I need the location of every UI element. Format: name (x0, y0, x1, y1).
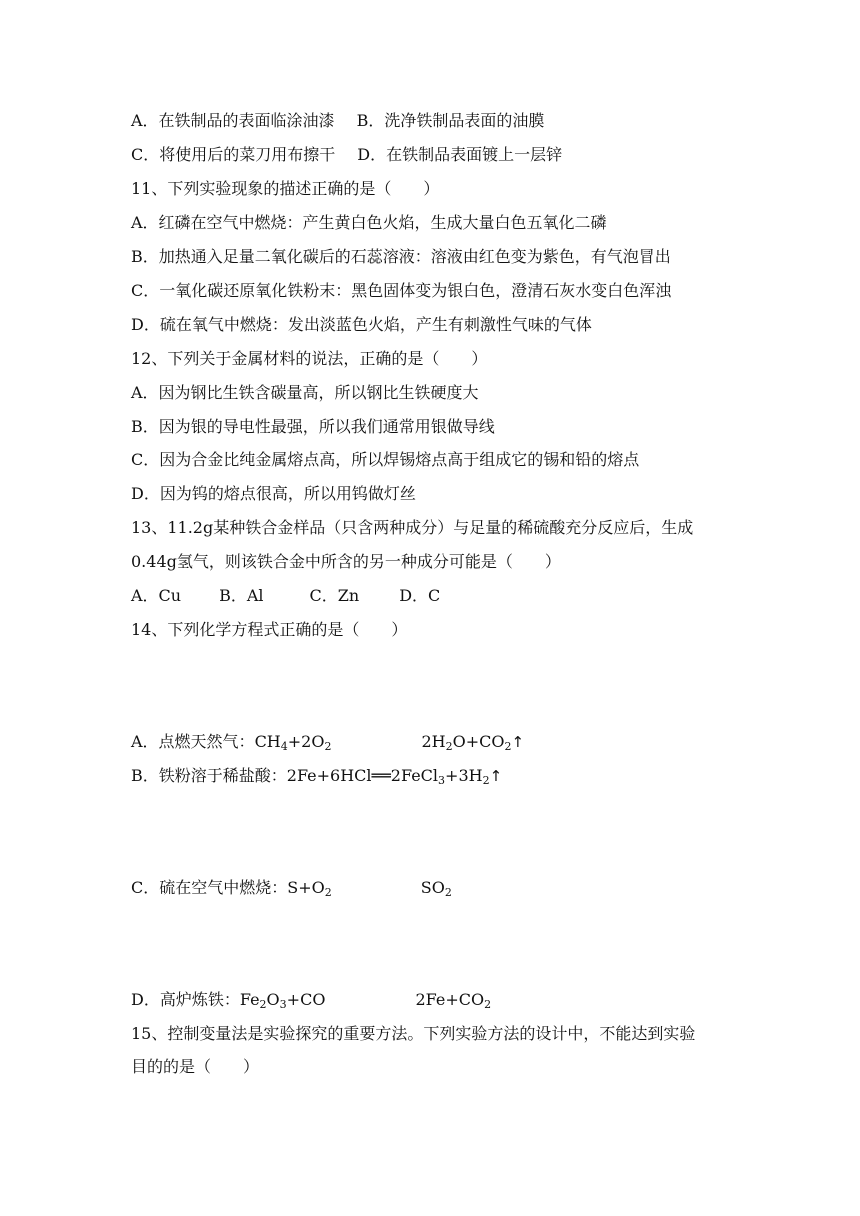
q14-option-c (131, 878, 452, 898)
q10-option-a: A．在铁制品的表面临涂油漆 (131, 111, 335, 130)
q14-stem: 14、下列化学方程式正确的是（ ） (131, 620, 408, 639)
q10-options-row-1 (131, 111, 544, 131)
q11-option-b: B．加热通入足量二氧化碳后的石蕊溶液：溶液由红色变为紫色，有气泡冒出 (131, 247, 671, 266)
q14-option-d-products: $2Fe+CO_2$ (415, 990, 492, 1011)
q14-option-a-reactants: $CH_4+2O_2$ (254, 732, 332, 753)
q15-stem-line-2: 目的的是（ ） (131, 1057, 260, 1076)
q14-option-a (131, 732, 524, 752)
q11-option-d: D．硫在氧气中燃烧：发出淡蓝色火焰，产生有刺激性气味的气体 (131, 315, 592, 334)
q14-option-d-label: D．高炉炼铁： (131, 990, 240, 1009)
q13-options (131, 586, 440, 606)
q12-option-c: C．因为合金比纯金属熔点高，所以焊锡熔点高于组成它的锡和铅的熔点 (131, 450, 640, 469)
q14-option-d (131, 990, 491, 1010)
q10-options-row-2 (131, 145, 562, 165)
q11-option-c: C．一氧化碳还原氧化铁粉末：黑色固体变为银白色，澄清石灰水变白色浑浊 (131, 281, 672, 300)
q14-option-b-label: B．铁粉溶于稀盐酸： (131, 766, 287, 785)
q13-option-d: D．C (399, 586, 441, 605)
q11-stem: 11、下列实验现象的描述正确的是（ ） (131, 179, 440, 198)
q13-option-b: B．Al (219, 586, 264, 605)
q14-option-c-reactants: $S+O_2$ (287, 878, 332, 899)
q14-option-d-reactants: $Fe_2O_3+CO$ (239, 990, 326, 1011)
q14-option-c-label: C．硫在空气中燃烧： (131, 878, 288, 897)
q10-option-b: B．洗净铁制品表面的油膜 (356, 111, 545, 130)
q10-option-d: D．在铁制品表面镀上一层锌 (357, 145, 563, 164)
q13-option-c: C．Zn (309, 586, 360, 605)
q12-option-a: A．因为钢比生铁含碳量高，所以钢比生铁硬度大 (131, 383, 479, 402)
q12-stem: 12、下列关于金属材料的说法，正确的是（ ） (131, 349, 488, 368)
q14-option-a-products: $2H_2O+CO_2↑$ (421, 732, 525, 753)
q14-option-c-products: $SO_2$ (420, 878, 452, 899)
q14-option-b (131, 766, 502, 786)
q10-option-c: C．将使用后的菜刀用布擦干 (131, 145, 336, 164)
q14-option-a-label: A．点燃天然气： (131, 732, 255, 751)
q13-option-a: A．Cu (131, 586, 182, 605)
q15-stem-line-1: 15、控制变量法是实验探究的重要方法。下列实验方法的设计中，不能达到实验 (131, 1024, 696, 1043)
q11-option-a: A．红磷在空气中燃烧：产生黄白色火焰，生成大量白色五氧化二磷 (131, 213, 607, 232)
q14-option-b-equation: $2Fe+6HCl══2FeCl_3+3H_2↑$ (286, 766, 503, 787)
q13-stem-line-1: 13、11.2g某种铁合金样品（只含两种成分）与足量的稀硫酸充分反应后，生成 (131, 518, 694, 537)
q12-option-d: D．因为钨的熔点很高，所以用钨做灯丝 (131, 484, 416, 503)
q13-stem-line-2: 0.44g氢气，则该铁合金中所含的另一种成分可能是（ ） (131, 552, 561, 571)
q12-option-b: B．因为银的导电性最强，所以我们通常用银做导线 (131, 417, 495, 436)
